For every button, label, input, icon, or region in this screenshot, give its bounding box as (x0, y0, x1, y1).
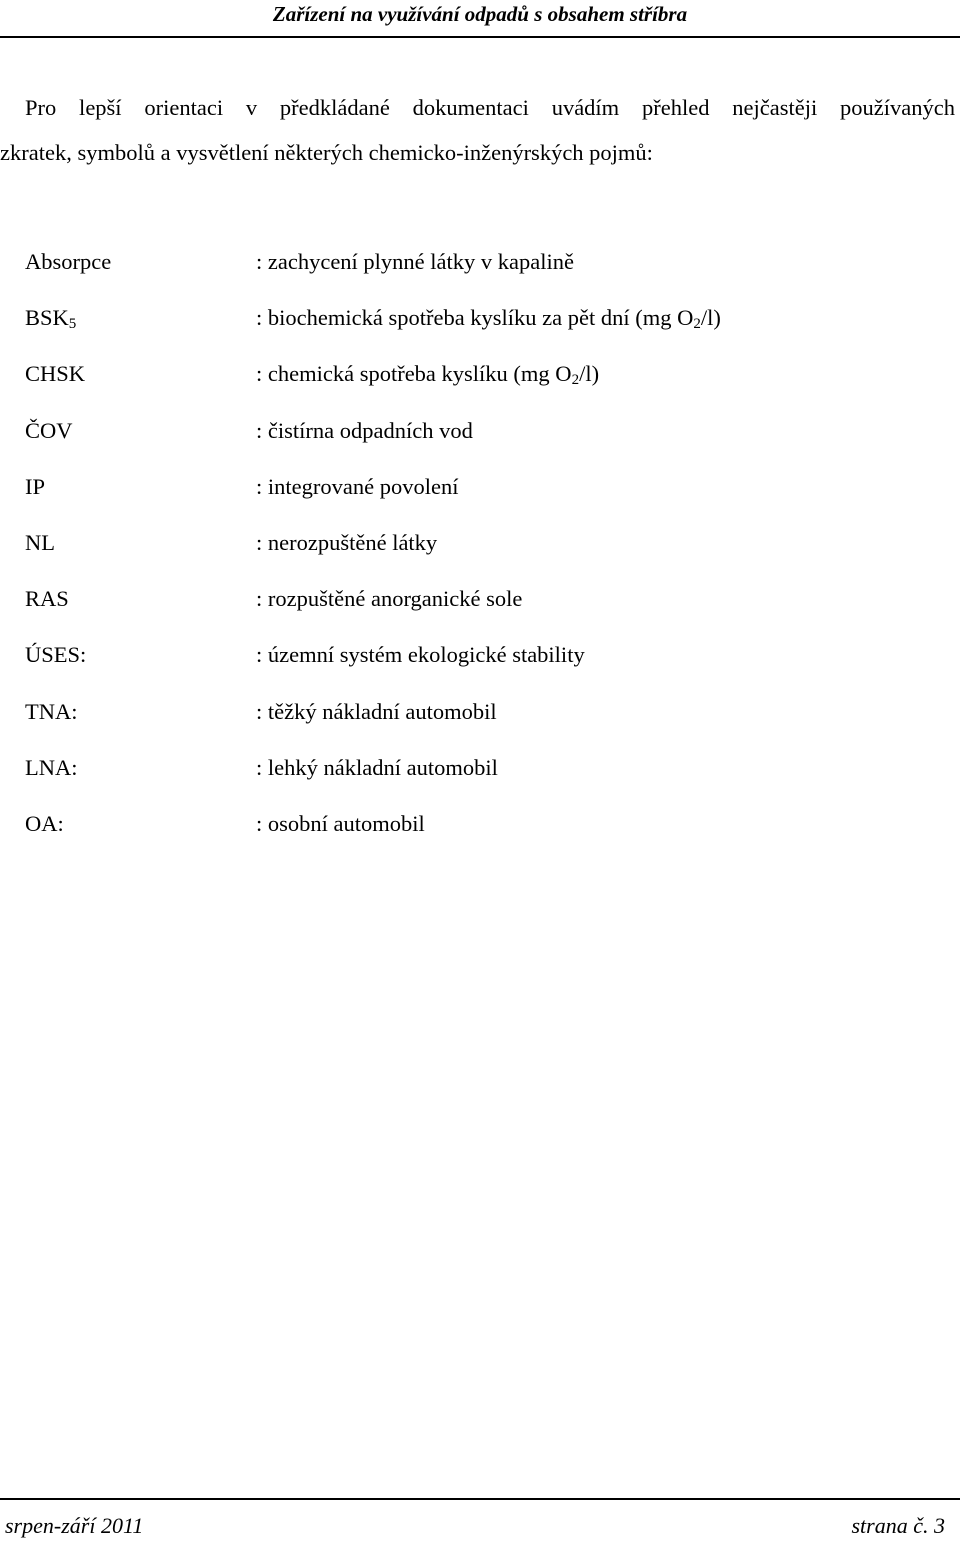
abbreviation-list (25, 248, 925, 866)
abbreviation-definition (256, 473, 458, 501)
abbreviation-term (25, 585, 69, 613)
abbreviation-definition (256, 417, 473, 445)
footer-divider (0, 1498, 960, 1500)
abbreviation-term-text: ÚSES: (25, 642, 87, 668)
abbreviation-definition-subscript: 2 (571, 372, 580, 389)
abbreviation-definition-text: : osobní automobil (256, 810, 425, 836)
abbreviation-definition-text: : lehký nákladní automobil (256, 754, 498, 780)
abbreviation-definition-text: : čistírna odpadních vod (256, 417, 473, 443)
abbreviation-definition-tail: /l) (700, 305, 721, 331)
abbreviation-term-text: TNA: (25, 698, 78, 724)
page-header-title: Zařízení na využívání odpadů s obsahem stříbra (272, 2, 688, 26)
abbreviation-row (25, 754, 925, 810)
abbreviation-definition-tail: /l) (579, 361, 600, 387)
abbreviation-term (25, 473, 45, 501)
intro-line-1: Pro lepší orientaci v předkládané dokumentaci uvádím přehled nejčastěji používaných (25, 95, 955, 120)
abbreviation-definition (256, 304, 721, 332)
abbreviation-term (25, 417, 73, 445)
abbreviation-row (25, 417, 925, 473)
abbreviation-term (25, 360, 85, 388)
abbreviation-term-text: ČOV (25, 417, 73, 443)
intro-line-2: zkratek, symbolů a vysvětlení některých chemicko-inženýrských pojmů: (0, 140, 653, 165)
abbreviation-definition-text: : nerozpuštěné látky (256, 529, 438, 555)
abbreviation-term (25, 641, 86, 669)
abbreviation-term-text: LNA: (25, 754, 78, 780)
abbreviation-term-text: Absorpce (25, 249, 112, 274)
abbreviation-definition-text: : integrované povolení (256, 473, 459, 499)
abbreviation-term (25, 248, 111, 276)
abbreviation-term (25, 304, 76, 332)
abbreviation-term (25, 698, 78, 726)
abbreviation-definition-text: : zachycení plynné látky v kapalině (256, 249, 574, 274)
abbreviation-row (25, 529, 925, 585)
abbreviation-row (25, 698, 925, 754)
header-divider (0, 36, 960, 38)
abbreviation-row (25, 810, 925, 866)
abbreviation-term-subscript: 5 (68, 316, 77, 333)
abbreviation-definition-subscript: 2 (693, 316, 701, 333)
footer-date: srpen-září 2011 (5, 1513, 144, 1538)
abbreviation-definition-text: : biochemická spotřeba kyslíku za pět dní (mg O (256, 305, 694, 331)
abbreviation-term (25, 810, 64, 838)
abbreviation-term-text: OA: (25, 810, 64, 836)
abbreviation-term-text: BSK (25, 305, 69, 331)
abbreviation-row (25, 473, 925, 529)
abbreviation-definition (256, 360, 599, 388)
abbreviation-row (25, 641, 925, 697)
abbreviation-term-text: IP (25, 473, 46, 499)
abbreviation-definition (256, 529, 437, 557)
abbreviation-term-text: CHSK (25, 361, 86, 387)
abbreviation-definition-text: : těžký nákladní automobil (256, 698, 497, 724)
abbreviation-definition-text: : územní systém ekologické stability (256, 642, 585, 668)
abbreviation-definition (256, 810, 425, 838)
abbreviation-row (25, 360, 925, 416)
abbreviation-definition (256, 698, 497, 726)
abbreviation-term-text: RAS (25, 586, 69, 612)
abbreviation-row (25, 585, 925, 641)
abbreviation-term-text: NL (25, 529, 55, 555)
abbreviation-definition (256, 585, 522, 613)
footer-page-number: strana č. 3 (851, 1513, 945, 1538)
abbreviation-row (25, 304, 925, 360)
abbreviation-term (25, 754, 78, 782)
abbreviation-definition (256, 754, 498, 782)
abbreviation-definition-text: : rozpuštěné anorganické sole (256, 586, 523, 612)
abbreviation-row (25, 248, 925, 304)
abbreviation-definition (256, 641, 585, 669)
abbreviation-definition (256, 248, 574, 276)
abbreviation-definition-text: : chemická spotřeba kyslíku (mg O (256, 361, 572, 387)
abbreviation-term (25, 529, 55, 557)
